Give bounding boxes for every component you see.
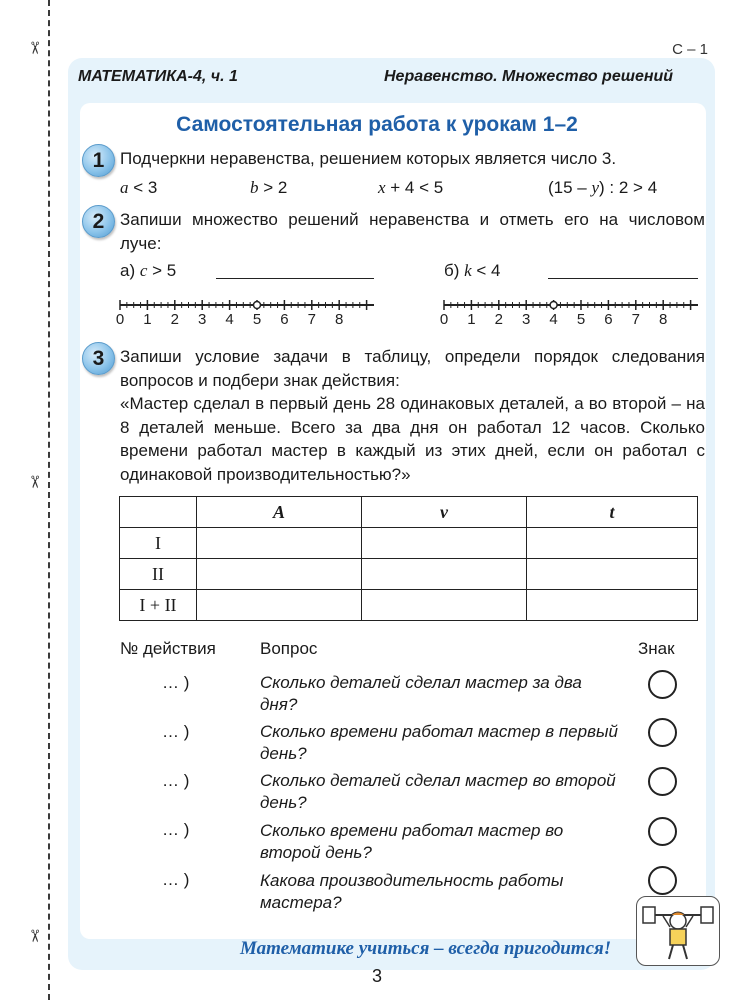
task-number-1: 1 [82,144,115,177]
table-cell[interactable] [362,590,527,621]
ray-tick-label: 2 [494,311,503,328]
ray-tick-label: 8 [659,311,668,328]
page-number: 3 [371,966,382,986]
table-corner-cell [120,497,197,528]
number-ray-a[interactable] [112,292,382,328]
ray-tick-label: 3 [198,311,207,328]
sign-circle-5[interactable] [648,866,677,895]
row-label-II: II [120,559,197,590]
question-number-4[interactable]: … ) [162,820,190,839]
ray-tick-label: 7 [307,311,316,328]
weightlifter-icon [637,897,719,965]
scissors-icon: ✂ [25,474,45,490]
task-number-3: 3 [82,342,115,375]
ray-tick-label: 4 [225,311,234,328]
column-action-number: № действия [120,639,216,658]
condition-table [119,496,698,621]
table-cell[interactable] [527,559,698,590]
task2a-label: а) c > 5 [120,261,177,280]
ray-open-point [550,302,557,309]
inequality-4[interactable]: (15 – y) : 2 > 4 [548,178,658,197]
page-code: С – 1 [672,41,708,58]
header-v: v [362,497,527,528]
task2b-label: б) k < 4 [444,261,501,280]
question-3: Сколько деталей сделал мастер во второй день? [260,771,616,812]
inequality-1[interactable]: a < 3 [120,178,158,197]
question-4: Сколько времени работал мастер во второй день? [260,821,564,862]
task-number-2: 2 [82,205,115,238]
question-2: Сколько времени работал мастер в первый день? [260,722,618,763]
ray-tick-label: 0 [115,311,125,328]
ray-tick-label: 5 [576,311,586,328]
ray-tick-label: 2 [170,311,179,328]
task3-problem: «Мастер сделал в первый день 28 одинаковых деталей, а во второй – на 8 деталей меньше. Всего за два дня он работал 12 часов. Сколько времени работал мастер в каждый из этих дней, если он работал с одинаковой производительностью?» [120,394,705,484]
footer-slogan: Математике учиться – всегда пригодится! [240,938,612,959]
mascot-illustration [636,896,720,966]
header-topic: Неравенство. Множество решений [384,68,674,85]
number-ray-b[interactable] [436,292,706,328]
task2-text: Запиши множество решений неравенства и отметь его на числовом луче: [120,210,705,253]
question-number-1[interactable]: … ) [162,673,190,692]
column-sign: Знак [638,639,675,658]
ray-tick-label: 6 [280,311,289,328]
question-1: Сколько деталей сделал мастер за два дня? [260,673,582,714]
table-cell[interactable] [197,590,362,621]
ray-tick-label: 3 [522,311,531,328]
ray-tick-label: 0 [439,311,449,328]
scissors-icon: ✂ [25,40,45,56]
ray-open-point [254,302,261,309]
table-cell[interactable] [527,590,698,621]
question-number-3[interactable]: … ) [162,771,190,790]
ray-tick-label: 8 [335,311,344,328]
question-number-5[interactable]: … ) [162,870,190,889]
question-number-2[interactable]: … ) [162,722,190,741]
sign-circle-2[interactable] [648,718,677,747]
row-label-total: I + II [120,590,197,621]
ray-tick-label: 1 [143,311,152,328]
table-cell[interactable] [527,528,698,559]
ray-tick-label: 5 [252,311,262,328]
row-label-I: I [120,528,197,559]
question-5: Какова производительность работы мастера? [260,871,564,912]
sign-circle-3[interactable] [648,767,677,796]
header-t: t [527,497,698,528]
cut-line [48,0,50,1000]
header-A: A [197,497,362,528]
inequality-2[interactable]: b > 2 [250,178,288,197]
ray-tick-label: 1 [467,311,476,328]
header-book: МАТЕМАТИКА-4, ч. 1 [78,68,238,85]
ray-tick-label: 4 [549,311,558,328]
answer-line-b[interactable] [548,278,698,279]
table-cell[interactable] [197,559,362,590]
table-cell[interactable] [197,528,362,559]
page-title: Самостоятельная работа к урокам 1–2 [176,113,578,136]
ray-tick-label: 6 [604,311,613,328]
answer-line-a[interactable] [216,278,374,279]
column-question: Вопрос [260,639,318,658]
sign-circle-4[interactable] [648,817,677,846]
table-cell[interactable] [362,559,527,590]
task3-text: Запиши условие задачи в таблицу, определи порядок следования вопросов и подбери знак действия: [120,347,705,390]
task1-text: Подчеркни неравенства, решением которых является число 3. [120,149,617,168]
inequality-3[interactable]: x + 4 < 5 [378,178,444,197]
sign-circle-1[interactable] [648,670,677,699]
table-cell[interactable] [362,528,527,559]
scissors-icon: ✂ [25,928,45,944]
ray-tick-label: 7 [631,311,640,328]
